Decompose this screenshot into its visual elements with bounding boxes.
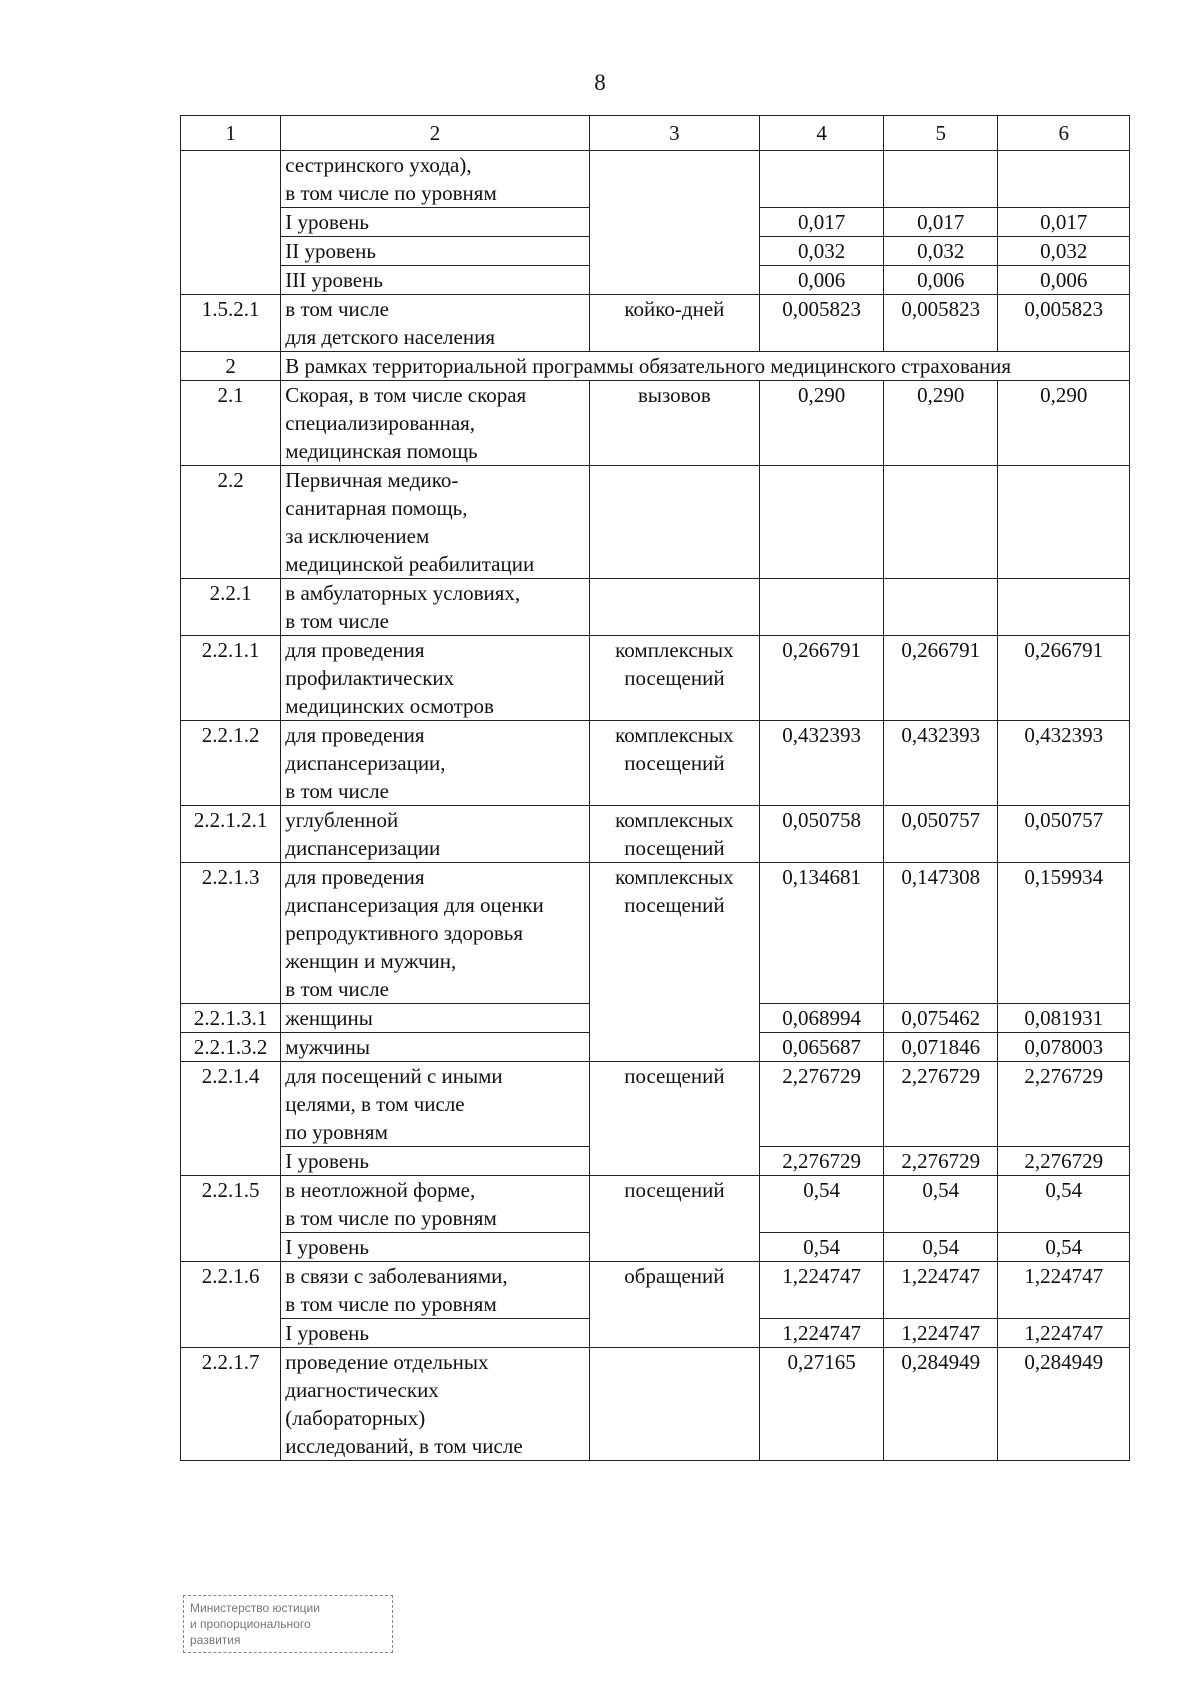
table-row [181, 381, 1130, 466]
value-col-5: 0,290 [884, 381, 998, 466]
table-row [181, 863, 1130, 1004]
row-unit [589, 151, 759, 295]
row-number: 2.2.1.2.1 [181, 806, 281, 863]
value-col-6: 2,276729 [998, 1062, 1130, 1147]
row-label: для проведения диспансеризация для оценки репродуктивного здоровья женщин и мужчин, в том числе [281, 863, 589, 1004]
row-number: 2.2.1.1 [181, 636, 281, 721]
value-col-6: 0,290 [998, 381, 1130, 466]
value-col-5: 0,54 [884, 1176, 998, 1233]
value-col-5: 0,017 [884, 208, 998, 237]
value-col-5: 0,006 [884, 266, 998, 295]
value-col-5 [884, 466, 998, 579]
section-row [181, 352, 1130, 381]
value-col-4: 0,54 [760, 1176, 884, 1233]
row-number: 2.2.1.3 [181, 863, 281, 1004]
data-table [180, 115, 1130, 1461]
table-row [181, 466, 1130, 579]
row-label: I уровень [281, 1147, 589, 1176]
table-row [181, 806, 1130, 863]
table-row [181, 151, 1130, 208]
header-row [181, 116, 1130, 151]
value-col-5 [884, 579, 998, 636]
value-col-5: 0,050757 [884, 806, 998, 863]
table-row [181, 295, 1130, 352]
row-unit [589, 1348, 759, 1461]
row-label: III уровень [281, 266, 589, 295]
row-label: в связи с заболеваниями, в том числе по уровням [281, 1262, 589, 1319]
row-label: в амбулаторных условиях, в том числе [281, 579, 589, 636]
row-label: для посещений с иными целями, в том числе по уровням [281, 1062, 589, 1147]
row-number: 2.1 [181, 381, 281, 466]
row-number: 2.2.1.2 [181, 721, 281, 806]
row-label: I уровень [281, 208, 589, 237]
row-label: для проведения профилактических медицинских осмотров [281, 636, 589, 721]
row-label: II уровень [281, 237, 589, 266]
value-col-6: 0,005823 [998, 295, 1130, 352]
row-label: сестринского ухода), в том числе по уровням [281, 151, 589, 208]
row-unit: посещений [589, 1062, 759, 1176]
value-col-4 [760, 579, 884, 636]
value-col-6: 0,078003 [998, 1033, 1130, 1062]
value-col-4: 0,068994 [760, 1004, 884, 1033]
value-col-5: 0,005823 [884, 295, 998, 352]
value-col-6 [998, 466, 1130, 579]
registration-stamp [183, 1595, 393, 1653]
row-label: мужчины [281, 1033, 589, 1062]
row-label: I уровень [281, 1233, 589, 1262]
row-label: в неотложной форме, в том числе по уровням [281, 1176, 589, 1233]
value-col-5: 2,276729 [884, 1147, 998, 1176]
value-col-4: 0,432393 [760, 721, 884, 806]
value-col-4: 0,005823 [760, 295, 884, 352]
value-col-6: 0,081931 [998, 1004, 1130, 1033]
row-label: проведение отдельных диагностических (лабораторных) исследований, в том числе [281, 1348, 589, 1461]
value-col-4: 0,017 [760, 208, 884, 237]
value-col-4: 0,050758 [760, 806, 884, 863]
row-label: Первичная медико- санитарная помощь, за исключением медицинской реабилитации [281, 466, 589, 579]
header-cell-1: 1 [181, 116, 281, 151]
value-col-6: 0,432393 [998, 721, 1130, 806]
value-col-5: 1,224747 [884, 1262, 998, 1319]
row-unit: комплексных посещений [589, 636, 759, 721]
value-col-6: 0,006 [998, 266, 1130, 295]
stamp-line: и пропорционального [190, 1617, 311, 1631]
value-col-5 [884, 151, 998, 208]
row-number: 2.2.1 [181, 579, 281, 636]
row-number: 2.2.1.3.1 [181, 1004, 281, 1033]
value-col-4: 2,276729 [760, 1062, 884, 1147]
value-col-5: 0,032 [884, 237, 998, 266]
value-col-4: 0,134681 [760, 863, 884, 1004]
page-number: 8 [594, 70, 606, 95]
value-col-4: 1,224747 [760, 1319, 884, 1348]
header-cell-3: 3 [589, 116, 759, 151]
header-cell-5: 5 [884, 116, 998, 151]
value-col-5: 0,432393 [884, 721, 998, 806]
table-row [181, 1262, 1130, 1319]
row-unit: обращений [589, 1262, 759, 1348]
value-col-6: 0,050757 [998, 806, 1130, 863]
value-col-4: 1,224747 [760, 1262, 884, 1319]
value-col-4 [760, 151, 884, 208]
row-label: Скорая, в том числе скорая специализированная, медицинская помощь [281, 381, 589, 466]
header-cell-4: 4 [760, 116, 884, 151]
row-label: женщины [281, 1004, 589, 1033]
value-col-6 [998, 579, 1130, 636]
value-col-6: 0,266791 [998, 636, 1130, 721]
row-number: 2.2.1.3.2 [181, 1033, 281, 1062]
value-col-6 [998, 151, 1130, 208]
value-col-5: 0,147308 [884, 863, 998, 1004]
row-label: углубленной диспансеризации [281, 806, 589, 863]
row-number: 1.5.2.1 [181, 295, 281, 352]
row-number: 2 [181, 352, 281, 381]
row-label: в том числе для детского населения [281, 295, 589, 352]
value-col-5: 0,071846 [884, 1033, 998, 1062]
stamp-line: Министерство юстиции [190, 1601, 320, 1615]
row-number: 2.2 [181, 466, 281, 579]
value-col-6: 1,224747 [998, 1319, 1130, 1348]
header-cell-6: 6 [998, 116, 1130, 151]
value-col-5: 2,276729 [884, 1062, 998, 1147]
row-number: 2.2.1.5 [181, 1176, 281, 1262]
row-unit: комплексных посещений [589, 863, 759, 1062]
stamp-line: развития [190, 1633, 241, 1647]
value-col-6: 0,017 [998, 208, 1130, 237]
value-col-4: 0,032 [760, 237, 884, 266]
table-row [181, 1176, 1130, 1233]
value-col-4: 2,276729 [760, 1147, 884, 1176]
table-row [181, 1348, 1130, 1461]
value-col-6: 2,276729 [998, 1147, 1130, 1176]
row-number: 2.2.1.4 [181, 1062, 281, 1176]
value-col-4: 0,290 [760, 381, 884, 466]
row-label: I уровень [281, 1319, 589, 1348]
row-unit: вызовов [589, 381, 759, 466]
section-title: В рамках территориальной программы обязательного медицинского страхования [281, 352, 1130, 381]
row-unit [589, 466, 759, 579]
row-label: для проведения диспансеризации, в том числе [281, 721, 589, 806]
value-col-6: 0,54 [998, 1233, 1130, 1262]
table-row [181, 721, 1130, 806]
row-number: 2.2.1.7 [181, 1348, 281, 1461]
value-col-5: 0,075462 [884, 1004, 998, 1033]
value-col-6: 0,284949 [998, 1348, 1130, 1461]
table-row [181, 636, 1130, 721]
row-unit: комплексных посещений [589, 806, 759, 863]
table-row [181, 579, 1130, 636]
value-col-5: 1,224747 [884, 1319, 998, 1348]
row-unit: посещений [589, 1176, 759, 1262]
value-col-4: 0,065687 [760, 1033, 884, 1062]
value-col-5: 0,266791 [884, 636, 998, 721]
value-col-6: 0,54 [998, 1176, 1130, 1233]
value-col-4: 0,266791 [760, 636, 884, 721]
value-col-5: 0,54 [884, 1233, 998, 1262]
row-unit: койко-дней [589, 295, 759, 352]
value-col-4 [760, 466, 884, 579]
value-col-6: 0,032 [998, 237, 1130, 266]
value-col-4: 0,006 [760, 266, 884, 295]
value-col-4: 0,54 [760, 1233, 884, 1262]
table-row [181, 1062, 1130, 1147]
value-col-6: 0,159934 [998, 863, 1130, 1004]
value-col-5: 0,284949 [884, 1348, 998, 1461]
value-col-6: 1,224747 [998, 1262, 1130, 1319]
row-number [181, 151, 281, 295]
row-unit: комплексных посещений [589, 721, 759, 806]
row-unit [589, 579, 759, 636]
header-cell-2: 2 [281, 116, 589, 151]
row-number: 2.2.1.6 [181, 1262, 281, 1348]
value-col-4: 0,27165 [760, 1348, 884, 1461]
